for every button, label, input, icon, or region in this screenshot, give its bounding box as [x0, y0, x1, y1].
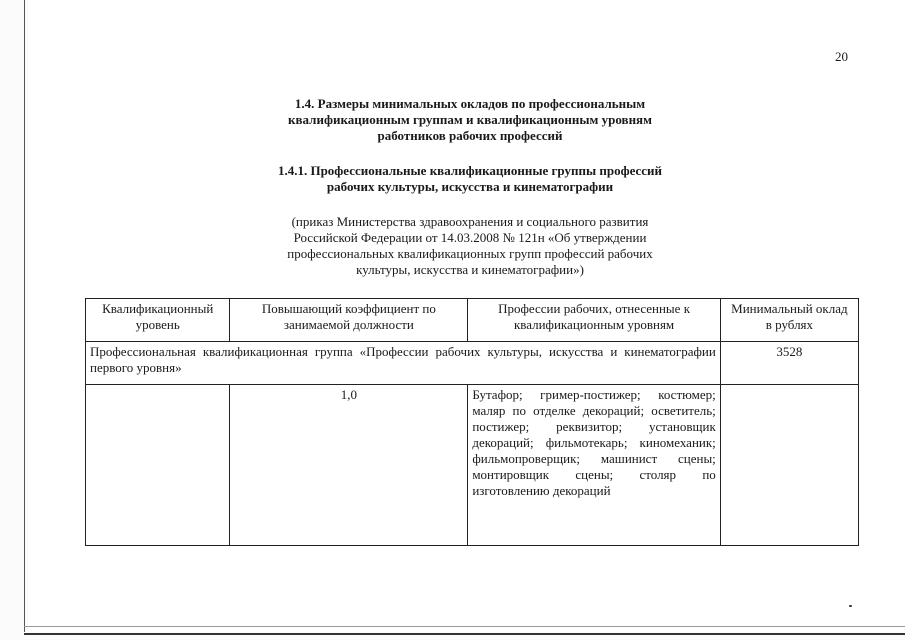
header-line: уровень — [135, 317, 180, 332]
header-line: Квалификационный — [102, 301, 214, 316]
scan-bottom-edge — [24, 626, 905, 635]
page-number: 20 — [835, 49, 848, 64]
section-heading-line: квалификационным группам и квалификационным уровням — [288, 112, 652, 127]
table-row-level — [86, 385, 859, 546]
section-heading — [240, 96, 700, 144]
header-line: в рублях — [765, 317, 814, 332]
table-row-group — [86, 342, 859, 385]
header-min-salary — [720, 299, 858, 342]
header-line: Минимальный оклад — [731, 301, 848, 316]
header-coefficient — [230, 299, 468, 342]
level-salary-cell — [720, 385, 858, 546]
order-reference-line: (приказ Министерства здравоохранения и социального развития — [291, 214, 649, 229]
header-line: занимаемой должности — [283, 317, 414, 332]
header-qualification-level — [86, 299, 230, 342]
order-reference-line: культуры, искусства и кинематографии») — [356, 262, 584, 277]
order-reference — [240, 214, 700, 278]
level-cell — [86, 385, 230, 546]
group-salary-cell: 3528 — [720, 342, 858, 385]
scan-speck — [849, 605, 852, 607]
subsection-heading — [240, 163, 700, 195]
order-reference-line: профессиональных квалификационных групп профессий рабочих — [287, 246, 653, 261]
coefficient-cell: 1,0 — [230, 385, 468, 546]
order-reference-line: Российской Федерации от 14.03.2008 № 121н «Об утверждении — [293, 230, 647, 245]
subsection-heading-line: 1.4.1. Профессиональные квалификационные группы профессий — [277, 163, 663, 178]
header-professions — [468, 299, 720, 342]
professions-cell: Бутафор; гример-постижер; костюмер; маляр по отделке декораций; осветитель; постижер; реквизитор; установщик декораций; фильмотекарь; киномеханик; фильмопроверщик; машинист сцены; монтировщик сцены; столяр по изготовлению декораций — [468, 385, 720, 546]
section-heading-line: 1.4. Размеры минимальных окладов по профессиональным — [294, 96, 646, 111]
table-header-row — [86, 299, 859, 342]
header-line: Повышающий коэффициент по — [261, 301, 436, 316]
header-line: квалификационным уровням — [513, 317, 675, 332]
group-name-cell: Профессиональная квалификационная группа «Профессии рабочих культуры, искусства и кинематографии первого уровня» — [86, 342, 721, 385]
subsection-heading-line: рабочих культуры, искусства и кинематографии — [326, 179, 614, 194]
salary-table — [85, 298, 859, 546]
header-line: Профессии рабочих, отнесенные к — [498, 301, 691, 316]
section-heading-line: работников рабочих профессий — [377, 128, 563, 143]
